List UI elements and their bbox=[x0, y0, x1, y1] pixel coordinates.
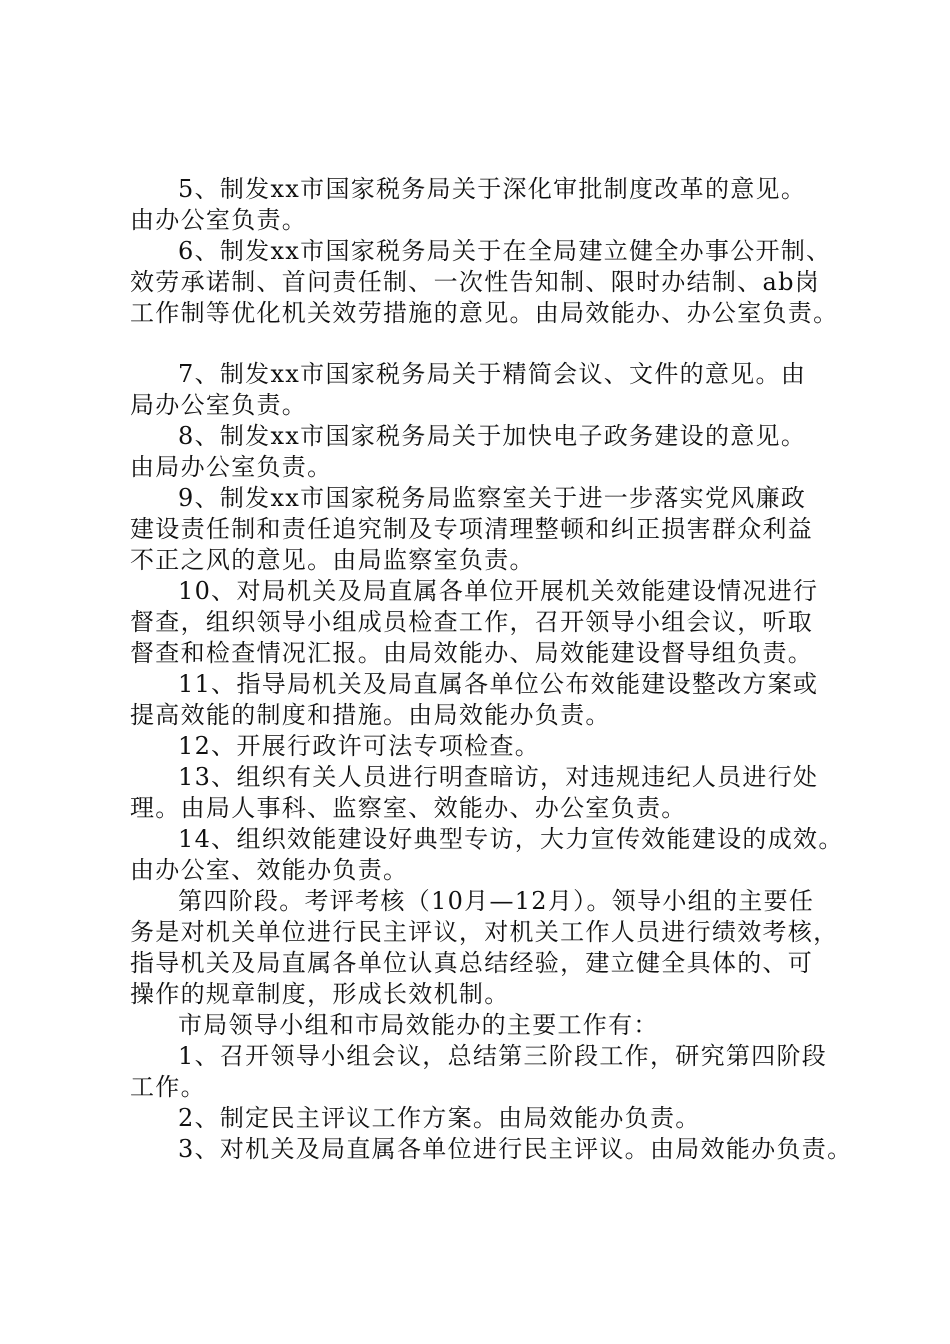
text-line: 3、对机关及局直属各单位进行民主评议。由局效能办负责。 bbox=[178, 1135, 853, 1163]
text-line: 2、制定民主评议工作方案。由局效能办负责。 bbox=[178, 1104, 701, 1132]
text-line: 督查和检查情况汇报。由局效能办、局效能建设督导组负责。 bbox=[130, 639, 814, 667]
text-line: 效劳承诺制、首问责任制、一次性告知制、限时办结制、ab岗 bbox=[130, 268, 821, 296]
text-line: 6、制发xx市国家税务局关于在全局建立健全办事公开制、 bbox=[178, 237, 832, 265]
text-line: 8、制发xx市国家税务局关于加快电子政务建设的意见。 bbox=[178, 422, 807, 450]
text-line: 建设责任制和责任追究制及专项清理整顿和纠正损害群众利益 bbox=[130, 515, 814, 543]
text-line: 10、对局机关及局直属各单位开展机关效能建设情况进行 bbox=[178, 577, 819, 605]
text-line: 操作的规章制度，形成长效机制。 bbox=[130, 980, 510, 1008]
text-line: 工作制等优化机关效劳措施的意见。由局效能办、办公室负责。 bbox=[130, 299, 839, 327]
text-line: 局办公室负责。 bbox=[130, 391, 308, 419]
text-line: 5、制发xx市国家税务局关于深化审批制度改革的意见。 bbox=[178, 175, 807, 203]
text-line: 11、指导局机关及局直属各单位公布效能建设整改方案或 bbox=[178, 670, 819, 698]
text-line: 由办公室、效能办负责。 bbox=[130, 856, 409, 884]
text-line: 工作。 bbox=[130, 1073, 206, 1101]
text-line: 由局办公室负责。 bbox=[130, 453, 333, 481]
text-line: 督查，组织领导小组成员检查工作，召开领导小组会议，听取 bbox=[130, 608, 814, 636]
text-line: 务是对机关单位进行民主评议，对机关工作人员进行绩效考核， bbox=[130, 918, 839, 946]
text-line: 不正之风的意见。由局监察室负责。 bbox=[130, 546, 535, 574]
text-line: 14、组织效能建设好典型专访，大力宣传效能建设的成效。 bbox=[178, 825, 844, 853]
text-line: 指导机关及局直属各单位认真总结经验，建立健全具体的、可 bbox=[130, 949, 814, 977]
text-line: 7、制发xx市国家税务局关于精简会议、文件的意见。由 bbox=[178, 360, 807, 388]
text-line: 1、召开领导小组会议，总结第三阶段工作，研究第四阶段 bbox=[178, 1042, 828, 1070]
text-line: 9、制发xx市国家税务局监察室关于进一步落实党风廉政 bbox=[178, 484, 807, 512]
text-line: 提高效能的制度和措施。由局效能办负责。 bbox=[130, 701, 611, 729]
text-line: 市局领导小组和市局效能办的主要工作有： bbox=[178, 1011, 659, 1039]
text-line: 由办公室负责。 bbox=[130, 206, 308, 234]
text-line: 第四阶段。考评考核（10月—12月）。领导小组的主要任 bbox=[178, 887, 815, 915]
text-line: 理。由局人事科、监察室、效能办、办公室负责。 bbox=[130, 794, 687, 822]
text-line: 13、组织有关人员进行明查暗访，对违规违纪人员进行处 bbox=[178, 763, 819, 791]
text-line: 12、开展行政许可法专项检查。 bbox=[178, 732, 541, 760]
